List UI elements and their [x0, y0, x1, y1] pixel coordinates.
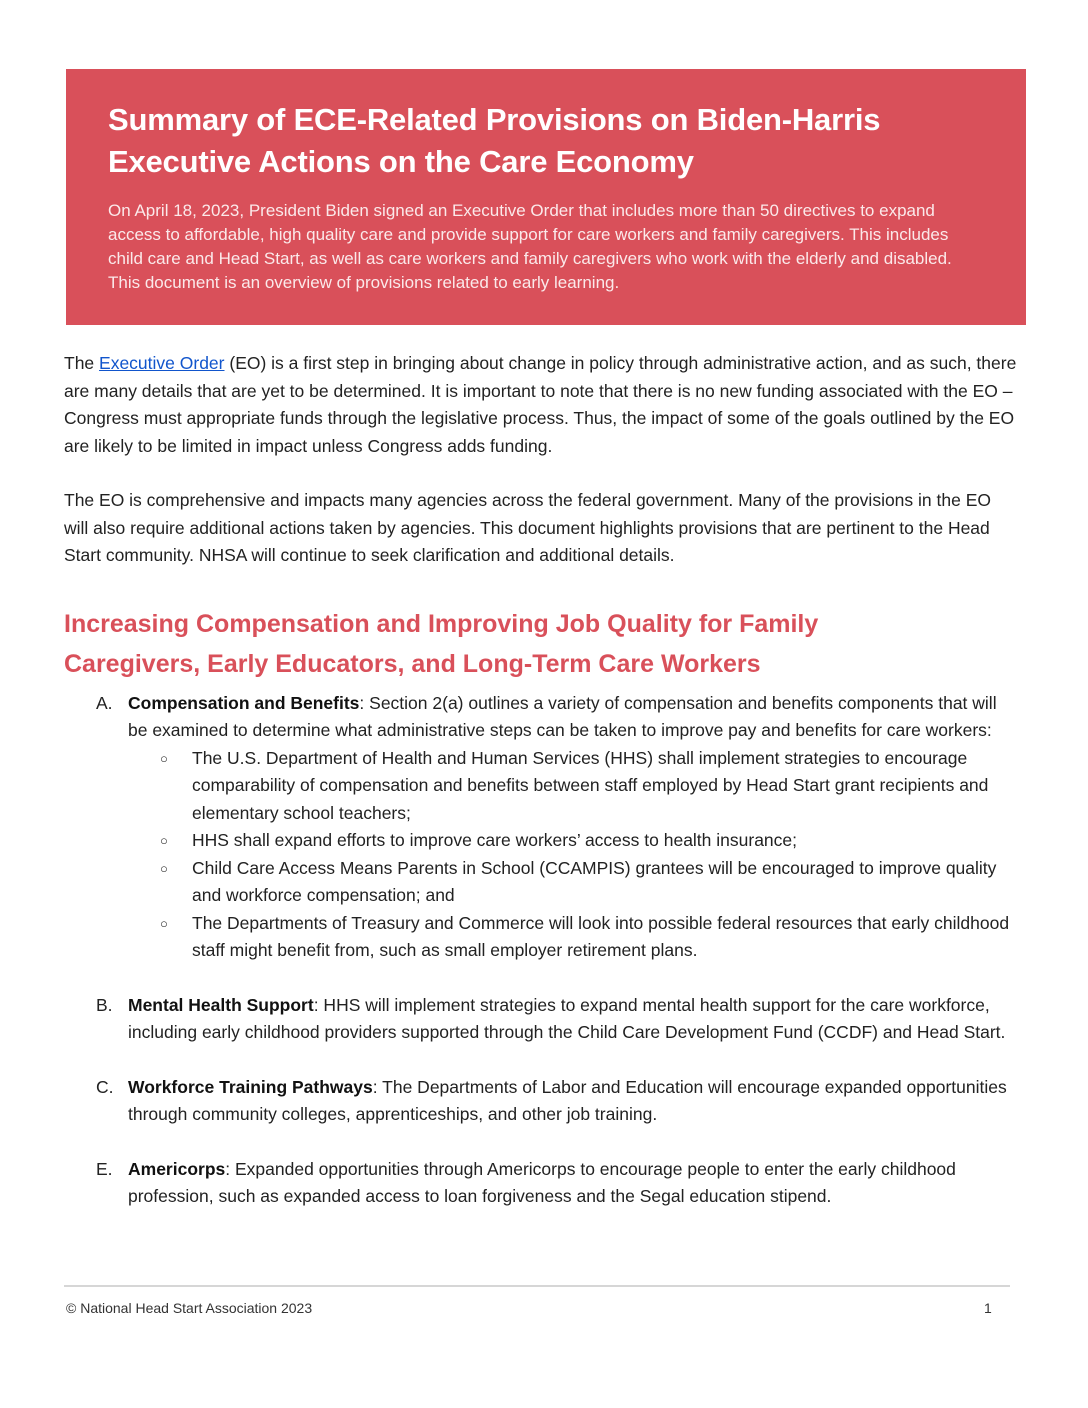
sub-list-item: ○ The Departments of Treasury and Commerce will look into possible federal resources that early childhood staff might benefit from, such as small employer retirement plans.	[128, 910, 1020, 965]
list-item-workforce-training	[64, 1074, 1020, 1129]
item-term: Compensation and Benefits	[128, 692, 360, 713]
executive-order-link[interactable]: Executive Order	[99, 353, 225, 373]
list-marker: B.	[96, 994, 113, 1015]
provisions-list	[64, 690, 1020, 1211]
document-title: Summary of ECE-Related Provisions on Biden-Harris Executive Actions on the Care Economy	[108, 102, 881, 179]
bullet-icon: ○	[160, 750, 168, 766]
sub-list-item: ○ HHS shall expand efforts to improve care workers’ access to health insurance;	[128, 827, 1020, 855]
footer-divider	[64, 1285, 1010, 1287]
intro-paragraph: On April 18, 2023, President Biden signed an Executive Order that includes more than 50 directives to expand access to affordable, high quality care and provide support for care workers and family caregivers. This includes child care and Head Start, as well as care workers and family caregivers who work with the elderly and disabled. This document is an overview of provisions related to early learning.	[108, 201, 952, 292]
document-body	[64, 350, 1020, 1211]
item-text: : Expanded opportunities through Americorps to encourage people to enter the early childhood profession, such as expanded access to loan forgiveness and the Segal education stipend.	[128, 1158, 956, 1206]
item-term: Americorps	[128, 1158, 226, 1179]
item-text: : The Departments of Labor and Education will encourage expanded opportunities through community colleges, apprenticeships, and other job training.	[128, 1076, 1007, 1124]
title-banner	[66, 69, 1026, 325]
bullet-icon: ○	[160, 833, 168, 848]
list-marker: A.	[96, 692, 113, 713]
paragraph-executive-order: The Executive Order (EO) is a first step in bringing about change in policy through administrative action, and as such, there are many details that are yet to be determined. It is important to note that there is no new funding associated with the EO – Congress must appropriate funds through the legislative process. Thus, the impact of some of the goals outlined by the EO are likely to be limited in impact unless Congress adds funding.	[64, 353, 1017, 456]
list-marker: E.	[96, 1158, 113, 1179]
page-number: 1	[984, 1300, 992, 1316]
footer-copyright: © National Head Start Association 2023	[66, 1300, 313, 1316]
sub-list-item: ○ Child Care Access Means Parents in School (CCAMPIS) grantees will be encouraged to improve quality and workforce compensation; and	[128, 855, 1020, 910]
list-item-mental-health	[64, 992, 1020, 1047]
bullet-icon: ○	[160, 915, 168, 931]
item-text: : HHS will implement strategies to expand mental health support for the care workforce, including early childhood providers supported through the Child Care Development Fund (CCDF) and Head Start.	[128, 994, 1006, 1042]
list-item-compensation	[64, 690, 1020, 965]
paragraph-comprehensive: The EO is comprehensive and impacts many agencies across the federal government. Many of the provisions in the EO will also require additional actions taken by agencies. This document highlights provisions that are pertinent to the Head Start community. NHSA will continue to seek clarification and additional details.	[64, 490, 991, 565]
sub-list-item: ○ The U.S. Department of Health and Human Services (HHS) shall implement strategies to encourage comparability of compensation and benefits between staff employed by Head Start grant recipients and elementary school teachers;	[128, 745, 1020, 828]
item-text: : Section 2(a) outlines a variety of compensation and benefits components that will be examined to determine what administrative steps can be taken to improve pay and benefits for care workers:	[128, 692, 997, 740]
bullet-icon: ○	[160, 860, 168, 876]
list-marker: C.	[96, 1076, 114, 1097]
section-heading: Increasing Compensation and Improving Job Quality for Family Caregivers, Early Educators, and Long-Term Care Workers	[64, 609, 819, 678]
list-item-americorps	[64, 1156, 1020, 1211]
item-term: Mental Health Support	[128, 994, 314, 1015]
compensation-sublist	[128, 745, 1020, 965]
item-term: Workforce Training Pathways	[128, 1076, 373, 1097]
